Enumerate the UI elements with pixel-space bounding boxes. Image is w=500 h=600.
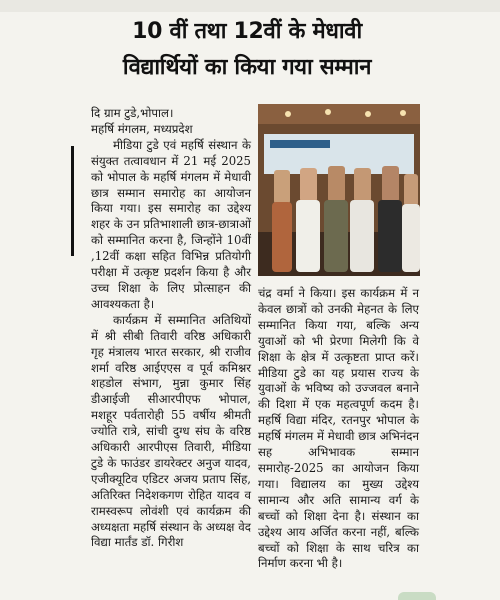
headline — [52, 14, 442, 86]
article-paragraph-3: चंद्र वर्मा ने किया। इस कार्यक्रम में न केवल छात्रों को उनकी मेहनत के लिए सम्मानित किया गया, बल्कि अन्य युवाओं को भी प्रेरणा मिलेगी कि वे शिक्षा के क्षेत्र में उत्कृष्टता प्राप्त करें। मीडिया टुडे का यह प्रयास राज्य के युवाओं के भविष्य को उज्जवल बनाने की दिशा में एक महत्वपूर्ण कदम है।महर्षि विद्या मंदिर, रतनपुर भोपाल के महर्षि मंगलम में मेधावी छात्र अभिनंदन सह अभिभावक सम्मान समारोह-2025 का आयोजन किया गया। विद्यालय का मुख्य उद्देश्य सामान्य और अति सामान्य वर्ग के बच्चों को शिक्षा देना है। संस्थान का उद्देश्य आय अर्जित करना नहीं, बल्कि बच्चों को शिक्षा के साथ चरित्र का निर्माण करना भी है। — [258, 286, 419, 571]
column-rule — [71, 146, 74, 256]
headline-line-2: विद्यार्थियों का किया गया सम्मान — [122, 55, 372, 80]
page-corner-mark — [398, 592, 436, 600]
event-photo-illustration — [258, 104, 420, 276]
article-paragraph-1: मीडिया टुडे एवं महर्षि संस्थान के संयुक्त तत्वावधान में 21 मई 2025 को भोपाल के महर्षि मंगलम में मेधावी छात्र सम्मान समारोह का आयोजन किया गया। इस समारोह का उद्देश्य शहर के उन प्रतिभाशाली छात्र-छात्राओं को सम्मानित करना है, जिन्होंने 10वीं ,12वीं कक्षा सहित विभिन्न प्रतियोगी परीक्षा में उत्कृष्ट प्रदर्शन किया है और उच्च शिक्षा के लिए प्रोत्साहन की आवश्यकता है। — [91, 137, 251, 311]
event-photo — [258, 104, 420, 276]
page-top-edge — [0, 0, 500, 12]
article-column-left — [91, 106, 251, 551]
article-paragraph-2: कार्यक्रम में सम्मानित अतिथियों में श्री सीबी तिवारी वरिष्ठ अधिकारी गृह मंत्रालय भारत सरकार, श्री राजीव शर्मा वरिष्ठ आईएएस व पूर्व कमिश्नर शहडोल संभाग, मुन्ना कुमार सिंह डीआईजी सीआरपीएफ भोपाल, मशहूर पर्वतारोही 55 वर्षीय श्रीमती ज्योति रात्रे, सांची दुग्ध संघ के वरिष्ठ अधिकारी आरपीएस तिवारी, मीडिया टुडे के फाउंडर डायरेक्टर अनुज यादव, एजीक्यूटिव एडिटर अजय प्रताप सिंह, अतिरिक्त निदेशकगण रोहित यादव व रामस्वरूप लोवंशी एवं कार्यक्रम की अध्यक्षता महर्षि संस्थान के अध्यक्ष वेद विद्या मार्तंड डॉ. गिरीश — [91, 312, 251, 550]
article-column-right — [258, 286, 419, 572]
dateline: दि ग्राम टुडे,भोपाल। — [91, 106, 174, 120]
location-line: महर्षि मंगलम, मध्यप्रदेश — [91, 121, 193, 136]
headline-line-1: 10 वीं तथा 12वीं के मेधावी — [132, 19, 362, 44]
